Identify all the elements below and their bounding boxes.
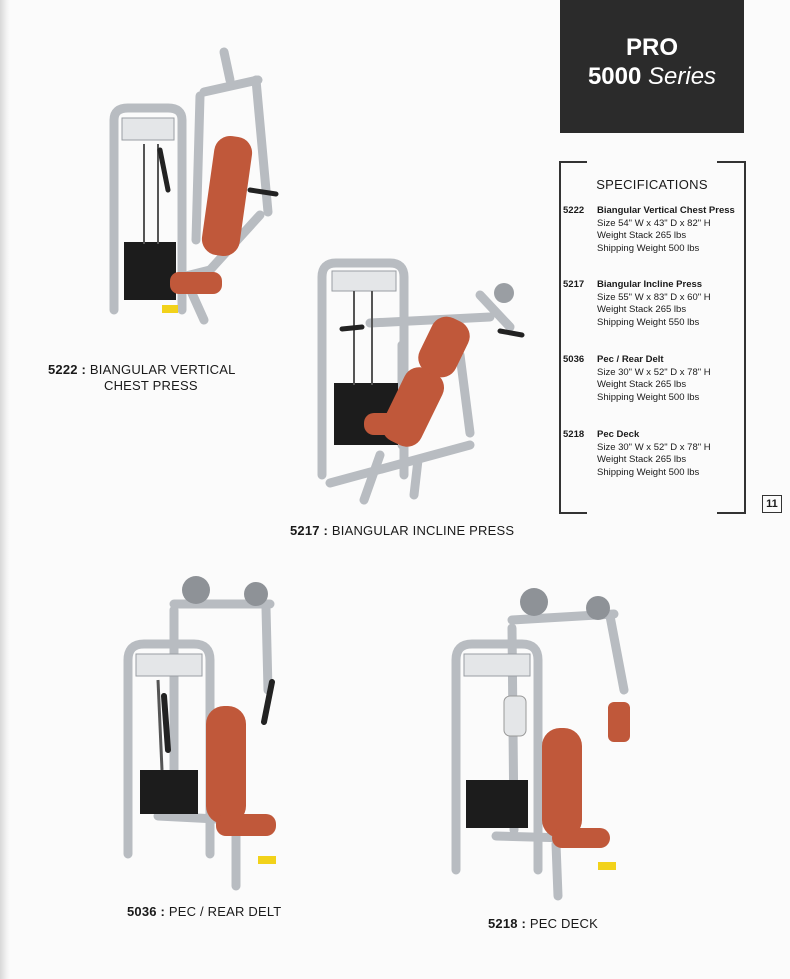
spec-code: 5036 (563, 354, 585, 365)
spec-name: Pec / Rear Delt (597, 354, 664, 365)
spec-shipping-weight: Shipping Weight 500 lbs (597, 391, 700, 403)
series-brand: PRO (625, 34, 678, 61)
page-number: 11 (762, 495, 782, 513)
spec-shipping-weight: Shipping Weight 500 lbs (597, 242, 700, 254)
spec-shipping-weight: Shipping Weight 550 lbs (597, 316, 700, 328)
spec-weight-stack: Weight Stack 265 lbs (597, 454, 687, 465)
pec-deck-machine-image (448, 580, 638, 900)
incline-press-machine-image (310, 255, 530, 510)
spec-shipping-weight: Shipping Weight 500 lbs (597, 466, 700, 478)
caption-5036: 5036 : PEC / REAR DELT (127, 904, 282, 919)
spec-size: Size 30" W x 52" D x 78" H (597, 366, 711, 378)
caption-5222: 5222 : BIANGULAR VERTICAL CHEST PRESS (48, 362, 236, 393)
page-binding-edge (0, 0, 10, 979)
spec-name: Biangular Incline Press (597, 279, 703, 290)
chest-press-machine-image (100, 40, 280, 340)
spec-code: 5218 (563, 429, 585, 440)
caption-5217: 5217 : BIANGULAR INCLINE PRESS (290, 523, 515, 538)
caption-5218: 5218 : PEC DECK (488, 916, 598, 931)
spec-weight-stack: Weight Stack 265 lbs (597, 230, 687, 241)
series-name: 5000 Series (587, 63, 717, 90)
spec-name: Pec Deck (597, 429, 640, 440)
spec-code: 5217 (563, 279, 585, 290)
series-header-band (560, 0, 744, 133)
pec-rear-delt-machine-image (118, 570, 288, 890)
spec-size: Size 54" W x 43" D x 82" H (597, 217, 711, 229)
spec-size: Size 30" W x 52" D x 78" H (597, 441, 711, 453)
spec-name: Biangular Vertical Chest Press (597, 205, 735, 216)
spec-size: Size 55" W x 83" D x 60" H (597, 291, 711, 303)
spec-weight-stack: Weight Stack 265 lbs (597, 304, 687, 315)
spec-weight-stack: Weight Stack 265 lbs (597, 379, 687, 390)
spec-code: 5222 (563, 205, 585, 216)
specifications-panel (559, 161, 745, 513)
specifications-title: SPECIFICATIONS (596, 177, 708, 192)
